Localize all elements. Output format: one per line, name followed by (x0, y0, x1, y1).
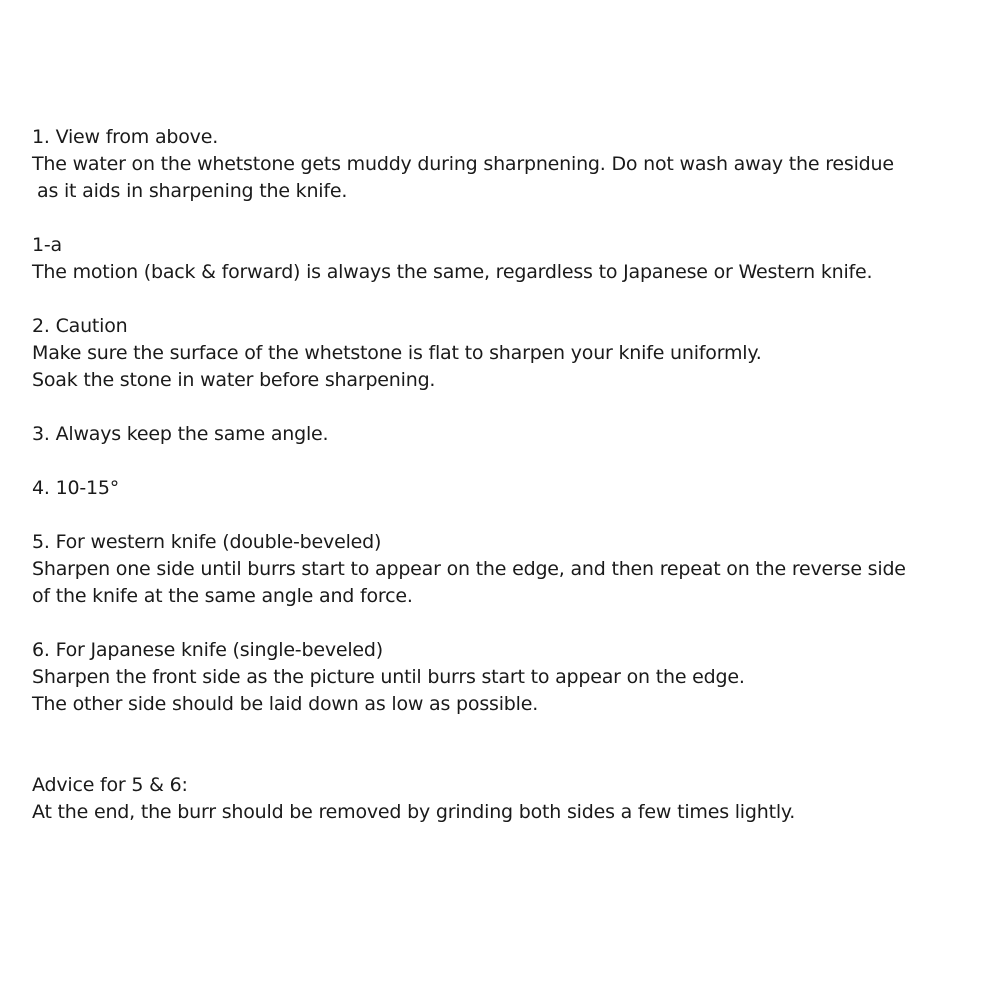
section-text-line: Sharpen the front side as the picture until burrs start to appear on the edge. (32, 666, 745, 688)
section-heading: 4. 10-15° (32, 477, 120, 499)
section-text-line: Sharpen one side until burrs start to appear on the edge, and then repeat on the reverse side (32, 558, 906, 580)
instructions-document (32, 124, 987, 826)
section-japanese-knife (32, 637, 987, 718)
spacer (32, 610, 987, 637)
section-same-angle (32, 421, 987, 448)
section-heading: 3. Always keep the same angle. (32, 423, 329, 445)
section-heading: 5. For western knife (double-beveled) (32, 531, 382, 553)
spacer (32, 718, 987, 772)
section-view-from-above (32, 124, 987, 205)
section-text-line: Soak the stone in water before sharpening. (32, 369, 436, 391)
spacer (32, 502, 987, 529)
section-heading: 6. For Japanese knife (single-beveled) (32, 639, 383, 661)
section-heading: 1-a (32, 234, 62, 256)
spacer (32, 394, 987, 421)
section-advice (32, 772, 987, 826)
section-text-line: The motion (back & forward) is always the same, regardless to Japanese or Western knife. (32, 261, 873, 283)
section-1a (32, 232, 987, 286)
spacer (32, 286, 987, 313)
section-text-line: The water on the whetstone gets muddy during sharpnening. Do not wash away the residue (32, 153, 894, 175)
section-western-knife (32, 529, 987, 610)
section-heading: 1. View from above. (32, 126, 219, 148)
section-text-line: At the end, the burr should be removed by grinding both sides a few times lightly. (32, 801, 796, 823)
section-heading: Advice for 5 & 6: (32, 774, 188, 796)
section-text-line: Make sure the surface of the whetstone is flat to sharpen your knife uniformly. (32, 342, 762, 364)
section-heading: 2. Caution (32, 315, 128, 337)
section-text-line: of the knife at the same angle and force. (32, 585, 413, 607)
section-text-line: as it aids in sharpening the knife. (37, 180, 348, 202)
section-caution (32, 313, 987, 394)
spacer (32, 448, 987, 475)
section-angle-range (32, 475, 987, 502)
spacer (32, 205, 987, 232)
section-text-line: The other side should be laid down as low as possible. (32, 693, 539, 715)
